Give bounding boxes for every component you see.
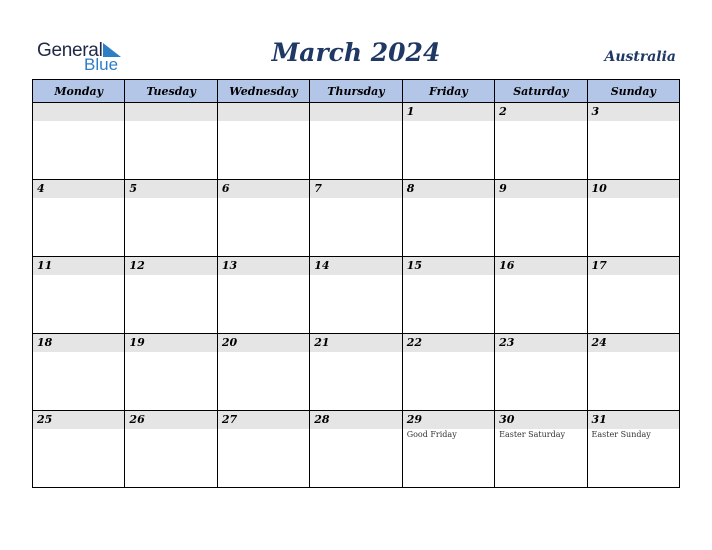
day-cell bbox=[495, 334, 587, 411]
day-cell bbox=[495, 257, 587, 334]
day-cell bbox=[495, 103, 587, 180]
calendar-grid bbox=[32, 79, 680, 488]
day-number: 24 bbox=[591, 336, 607, 349]
date-bar bbox=[403, 103, 494, 121]
day-cell bbox=[125, 180, 217, 257]
day-cell bbox=[402, 411, 494, 488]
day-cell bbox=[587, 180, 679, 257]
date-bar bbox=[495, 180, 586, 198]
day-number: 2 bbox=[499, 105, 507, 118]
week-row bbox=[33, 103, 680, 180]
day-number: 6 bbox=[221, 182, 230, 195]
weekday-header: Thursday bbox=[310, 80, 402, 103]
date-bar bbox=[403, 180, 494, 198]
date-bar bbox=[495, 103, 586, 121]
day-number: 31 bbox=[591, 413, 607, 426]
weekday-header: Tuesday bbox=[125, 80, 217, 103]
date-bar bbox=[33, 103, 124, 121]
day-number: 28 bbox=[314, 413, 330, 426]
day-cell bbox=[217, 103, 309, 180]
date-bar bbox=[588, 103, 679, 121]
day-cell bbox=[402, 103, 494, 180]
day-number: 27 bbox=[221, 413, 238, 426]
weekday-header: Sunday bbox=[587, 80, 679, 103]
day-number: 29 bbox=[406, 413, 422, 426]
day-number: 20 bbox=[221, 336, 238, 349]
week-row bbox=[33, 180, 680, 257]
day-number: 22 bbox=[406, 336, 422, 349]
day-cell bbox=[310, 411, 402, 488]
day-number: 23 bbox=[499, 336, 515, 349]
logo-text-general: General bbox=[37, 40, 103, 61]
date-bar bbox=[125, 103, 216, 121]
holiday-label: Good Friday bbox=[406, 430, 457, 439]
day-cell bbox=[33, 257, 125, 334]
week-row bbox=[33, 257, 680, 334]
day-number: 25 bbox=[37, 413, 53, 426]
day-cell bbox=[217, 334, 309, 411]
day-cell bbox=[125, 103, 217, 180]
day-cell bbox=[125, 257, 217, 334]
day-number: 13 bbox=[221, 259, 238, 272]
week-row bbox=[33, 411, 680, 488]
day-cell bbox=[587, 334, 679, 411]
day-cell bbox=[587, 257, 679, 334]
date-bar bbox=[310, 103, 401, 121]
day-number: 8 bbox=[406, 182, 415, 195]
day-number: 17 bbox=[591, 259, 607, 272]
day-cell bbox=[402, 257, 494, 334]
holiday-label: Easter Sunday bbox=[591, 430, 651, 439]
date-bar bbox=[218, 180, 309, 198]
day-cell bbox=[125, 334, 217, 411]
weekday-header: Wednesday bbox=[217, 80, 309, 103]
day-number: 15 bbox=[406, 259, 422, 272]
day-cell bbox=[310, 257, 402, 334]
day-number: 14 bbox=[314, 259, 330, 272]
day-number: 26 bbox=[129, 413, 145, 426]
day-cell bbox=[33, 334, 125, 411]
day-cell bbox=[310, 180, 402, 257]
day-number: 12 bbox=[129, 259, 145, 272]
day-cell bbox=[217, 411, 309, 488]
country-label: Australia bbox=[604, 49, 676, 65]
day-cell bbox=[33, 411, 125, 488]
day-cell bbox=[495, 411, 587, 488]
weekday-header: Saturday bbox=[495, 80, 587, 103]
day-number: 21 bbox=[314, 336, 330, 349]
day-number: 11 bbox=[37, 259, 53, 272]
day-number: 1 bbox=[406, 105, 415, 118]
weekday-header: Friday bbox=[402, 80, 494, 103]
day-cell bbox=[402, 334, 494, 411]
day-cell bbox=[310, 103, 402, 180]
day-cell bbox=[217, 257, 309, 334]
day-cell bbox=[217, 180, 309, 257]
weekday-header-row bbox=[33, 80, 680, 103]
day-cell bbox=[587, 103, 679, 180]
day-number: 4 bbox=[37, 182, 45, 195]
day-cell bbox=[495, 180, 587, 257]
day-cell bbox=[33, 180, 125, 257]
day-cell bbox=[125, 411, 217, 488]
holiday-label: Easter Saturday bbox=[499, 430, 565, 439]
date-bar bbox=[218, 103, 309, 121]
day-cell bbox=[587, 411, 679, 488]
week-row bbox=[33, 334, 680, 411]
day-number: 30 bbox=[499, 413, 515, 426]
day-number: 10 bbox=[591, 182, 607, 195]
date-bar bbox=[125, 180, 216, 198]
day-cell bbox=[402, 180, 494, 257]
day-number: 18 bbox=[37, 336, 53, 349]
day-number: 9 bbox=[499, 182, 507, 195]
page-title: March 2024 bbox=[271, 38, 441, 67]
date-bar bbox=[310, 180, 401, 198]
day-cell bbox=[310, 334, 402, 411]
day-number: 7 bbox=[314, 182, 322, 195]
logo-text-blue: Blue bbox=[84, 55, 119, 74]
day-number: 16 bbox=[499, 259, 515, 272]
calendar-body bbox=[33, 103, 680, 488]
day-number: 5 bbox=[129, 182, 138, 195]
day-number: 3 bbox=[591, 105, 600, 118]
day-number: 19 bbox=[129, 336, 145, 349]
day-cell bbox=[33, 103, 125, 180]
weekday-header: Monday bbox=[33, 80, 125, 103]
date-bar bbox=[33, 180, 124, 198]
